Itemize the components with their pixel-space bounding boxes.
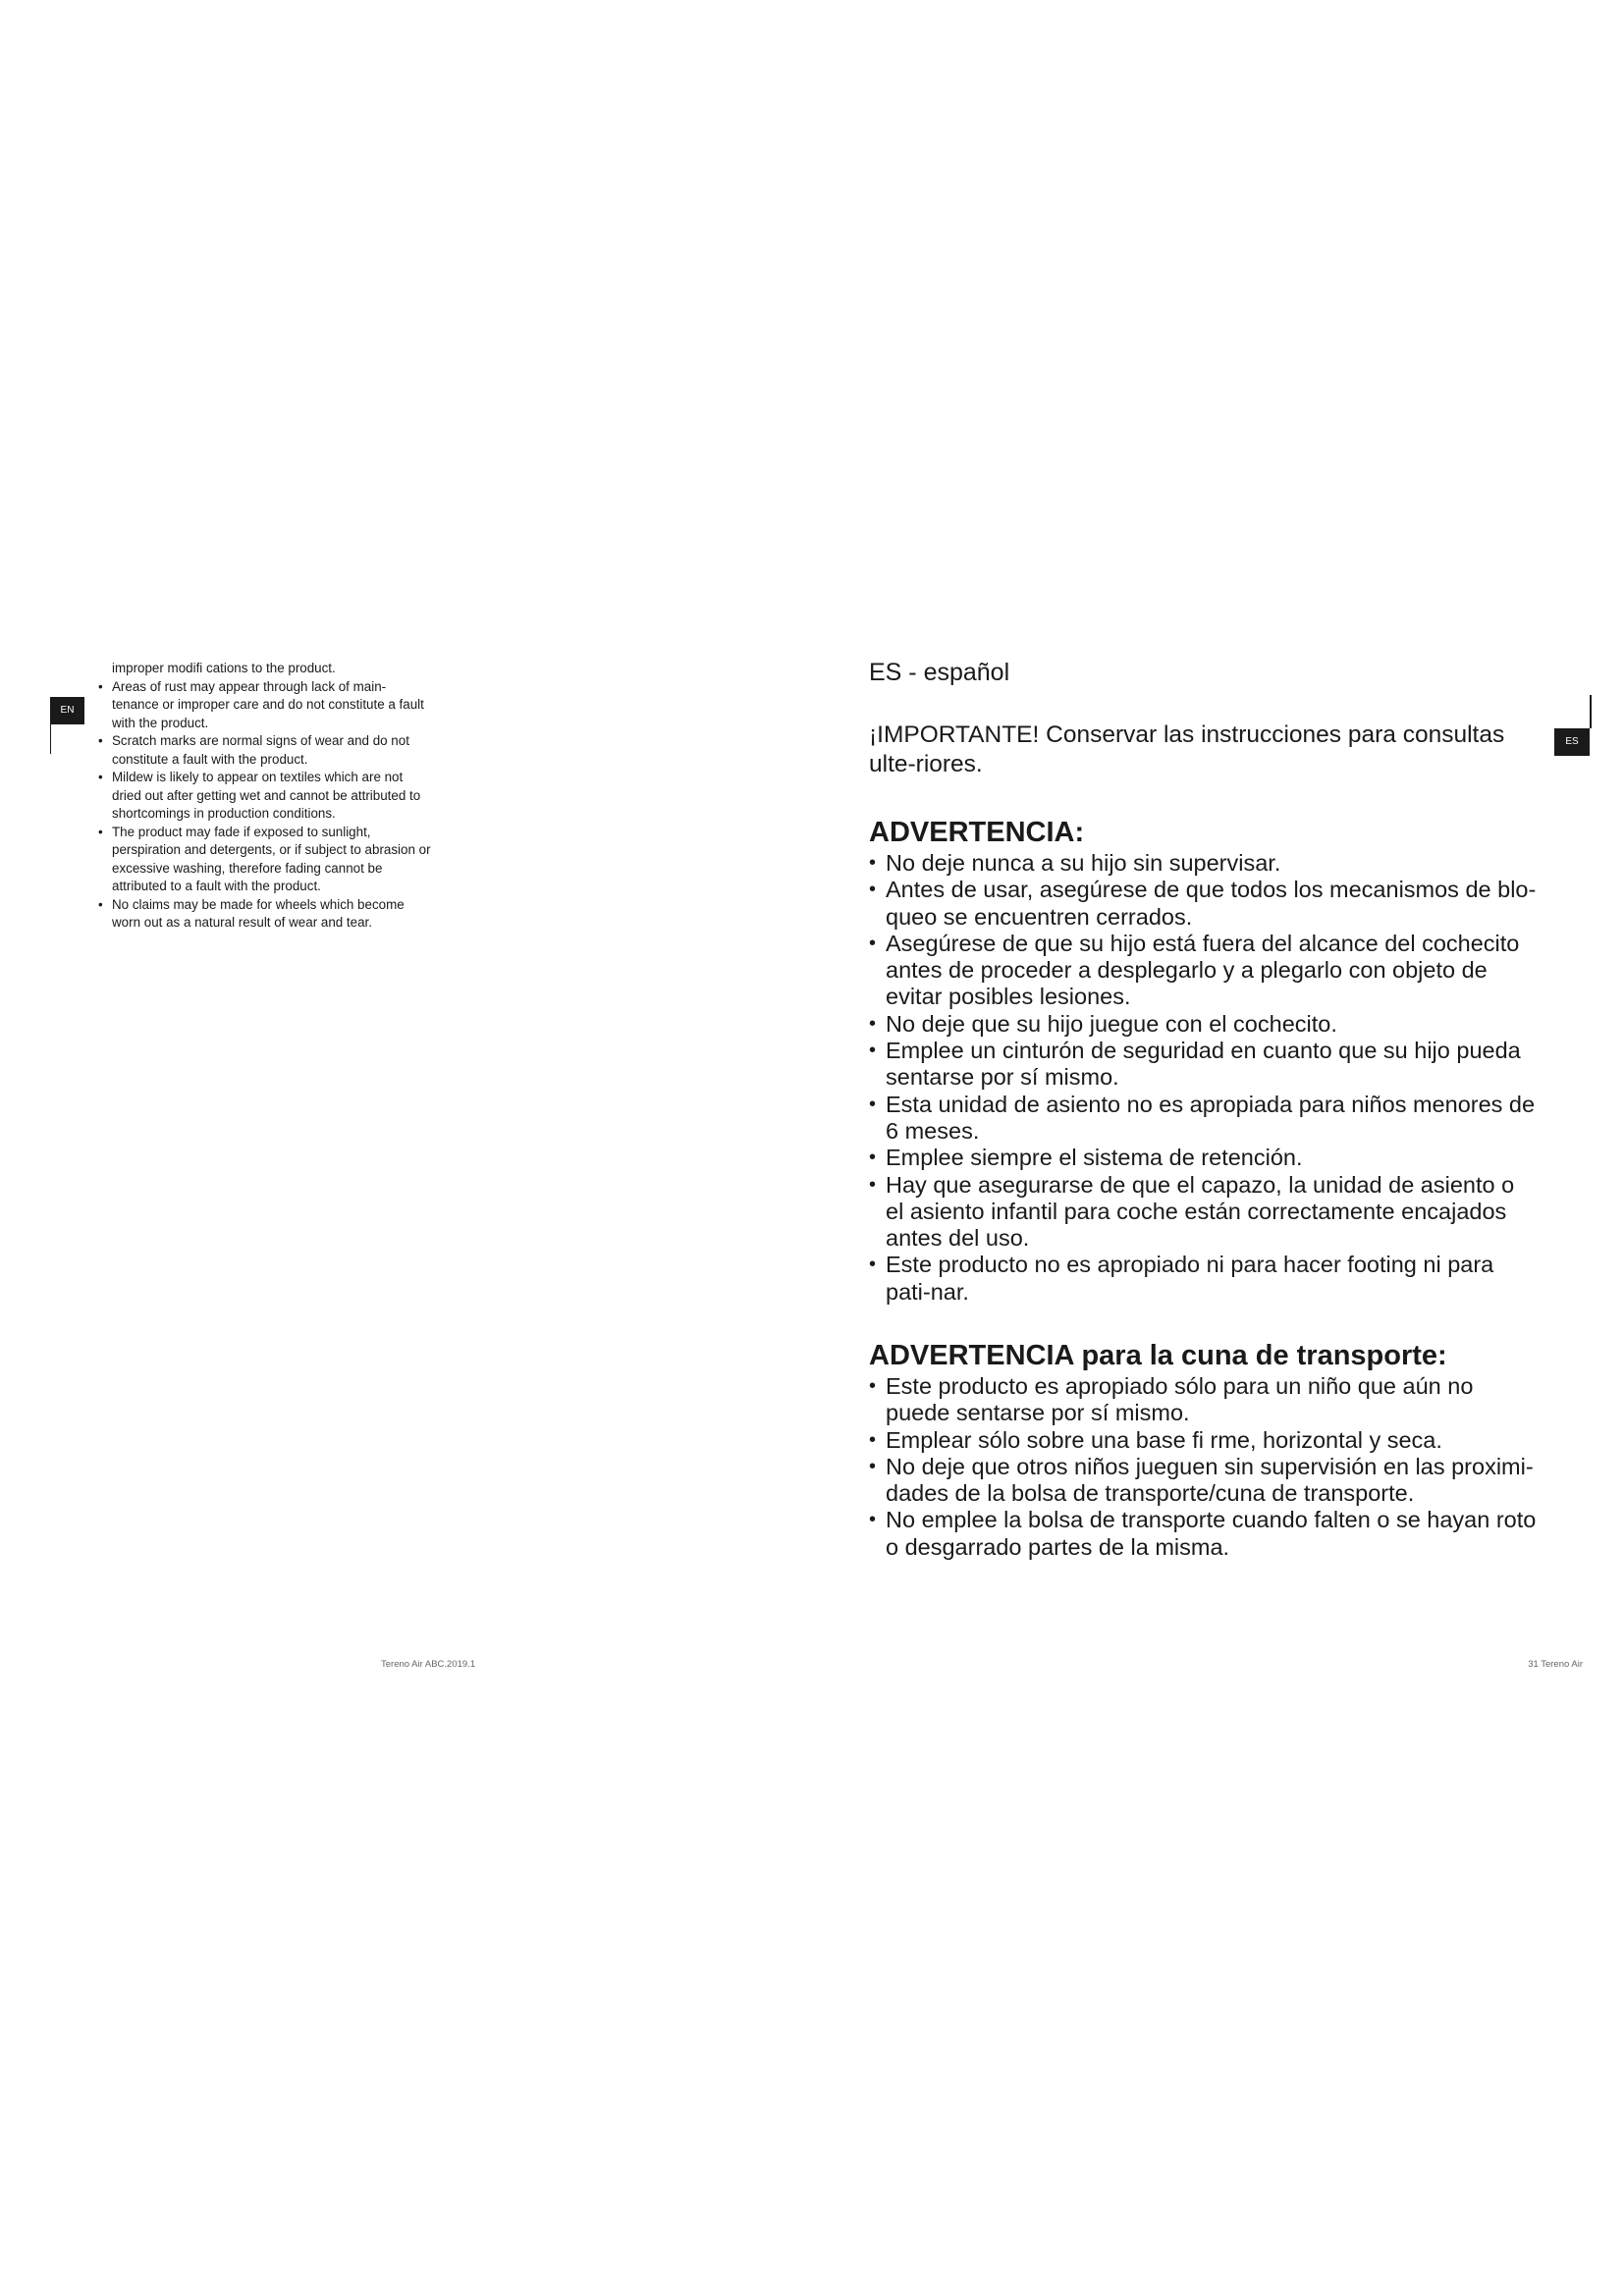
list-item: • Este producto es apropiado sólo para un niño que aún no puede sentarse por sí mismo. (869, 1373, 1537, 1427)
list-item: • The product may fade if exposed to sunlight, perspiration and detergents, or if subject to abrasion or excessive washing, therefore fading cannot be attributed to a fault with the product. (98, 824, 432, 896)
list-item: • No deje nunca a su hijo sin supervisar. (869, 850, 1537, 877)
list-item: • Emplee un cinturón de seguridad en cuanto que su hijo pueda sentarse por sí mismo. (869, 1038, 1537, 1092)
maintenance-notes-list (98, 660, 432, 933)
list-item: • Mildew is likely to appear on textiles which are not dried out after getting wet and cannot be attributed to shortcomings in production conditions. (98, 769, 432, 824)
list-item: • Emplear sólo sobre una base fi rme, horizontal y seca. (869, 1427, 1537, 1454)
language-tab-es: ES (1554, 728, 1590, 756)
page-footer: 31 Tereno Air (1528, 1659, 1583, 1670)
list-item: • Esta unidad de asiento no es apropiada para niños menores de 6 meses. (869, 1092, 1537, 1146)
carrycot-warning-section (869, 1338, 1537, 1561)
tab-rule (50, 724, 51, 754)
list-item: • Asegúrese de que su hijo está fuera del alcance del cochecito antes de proceder a desplegarlo y a plegarlo con objeto de evitar posibles lesiones. (869, 931, 1537, 1011)
list-item: • Hay que asegurarse de que el capazo, la unidad de asiento o el asiento infantil para coche están correctamente encajados antes del uso. (869, 1172, 1537, 1253)
list-item: • Antes de usar, asegúrese de que todos los mecanismos de blo-queo se encuentren cerrados. (869, 877, 1537, 931)
list-item: • Emplee siempre el sistema de retención. (869, 1145, 1537, 1171)
tab-rule (1590, 695, 1592, 728)
list-item: • Este producto no es apropiado ni para hacer footing ni para pati-nar. (869, 1252, 1537, 1306)
warning-list (869, 850, 1537, 1306)
list-item: • No claims may be made for wheels which become worn out as a natural result of wear and tear. (98, 896, 432, 933)
warning-heading: ADVERTENCIA: (869, 817, 1085, 848)
warning-section (869, 815, 1537, 1306)
section-title: ES - español (869, 659, 1010, 686)
list-item: • Areas of rust may appear through lack of main-tenance or improper care and do not constitute a fault with the product. (98, 678, 432, 733)
page-footer: Tereno Air ABC.2019.1 (381, 1659, 476, 1670)
list-item: • Scratch marks are normal signs of wear and do not constitute a fault with the product. (98, 732, 432, 769)
language-tab-en: EN (50, 697, 84, 724)
carrycot-warning-list (869, 1373, 1537, 1561)
important-note: ¡IMPORTANTE! Conservar las instrucciones para consultas ulte-riores. (869, 721, 1505, 777)
list-item: improper modifi cations to the product. (112, 661, 336, 675)
carrycot-warning-heading: ADVERTENCIA para la cuna de transporte: (869, 1340, 1447, 1371)
list-item: • No emplee la bolsa de transporte cuando falten o se hayan roto o desgarrado partes de la misma. (869, 1507, 1537, 1561)
list-item: • No deje que otros niños jueguen sin supervisión en las proximi-dades de la bolsa de transporte/cuna de transporte. (869, 1454, 1537, 1508)
list-item: • No deje que su hijo juegue con el cochecito. (869, 1011, 1537, 1038)
